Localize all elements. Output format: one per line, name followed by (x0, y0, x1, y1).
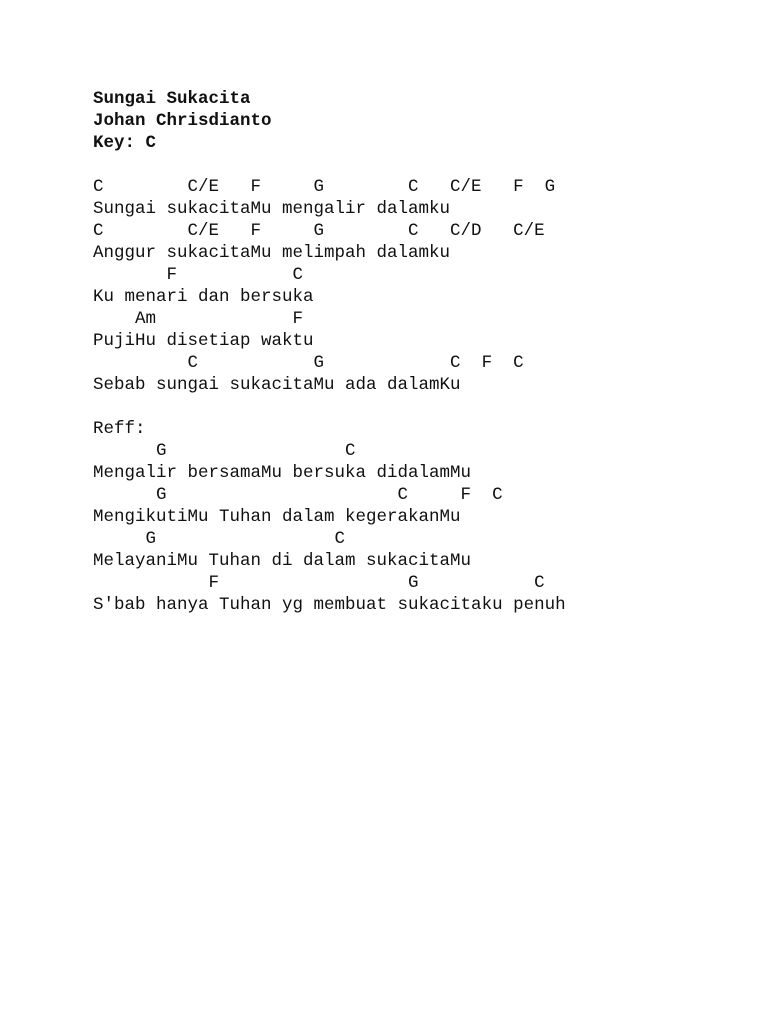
chord-line: C C/E F G C C/D C/E (93, 221, 545, 241)
lyric-line: Ku menari dan bersuka (93, 287, 314, 307)
chord-line: G C (93, 529, 346, 549)
chord-line: C G C F C (93, 353, 524, 373)
spacer (93, 396, 753, 418)
song-artist: Johan Chrisdianto (93, 111, 272, 131)
lyric-line: Anggur sukacitaMu melimpah dalamku (93, 243, 451, 263)
chord-line: C C/E F G C C/E F G (93, 177, 556, 197)
chord-line: F C (93, 265, 304, 285)
reff-section (93, 418, 753, 616)
chord-line: G C F C (93, 485, 503, 505)
verse-section (93, 176, 753, 396)
chord-line: F G C (93, 573, 545, 593)
chord-sheet (93, 88, 753, 616)
song-title: Sungai Sukacita (93, 89, 251, 109)
lyric-line: Mengalir bersamaMu bersuka didalamMu (93, 463, 472, 483)
lyric-line: Sebab sungai sukacitaMu ada dalamKu (93, 375, 461, 395)
lyric-line: S'bab hanya Tuhan yg membuat sukacitaku penuh (93, 595, 566, 615)
song-key: Key: C (93, 133, 157, 153)
chord-line: Am F (93, 309, 304, 329)
lyric-line: MengikutiMu Tuhan dalam kegerakanMu (93, 507, 461, 527)
lyric-line: PujiHu disetiap waktu (93, 331, 314, 351)
lyric-line: Sungai sukacitaMu mengalir dalamku (93, 199, 451, 219)
reff-label: Reff: (93, 419, 146, 439)
lyric-line: MelayaniMu Tuhan di dalam sukacitaMu (93, 551, 472, 571)
chord-line: G C (93, 441, 356, 461)
spacer (93, 154, 753, 176)
